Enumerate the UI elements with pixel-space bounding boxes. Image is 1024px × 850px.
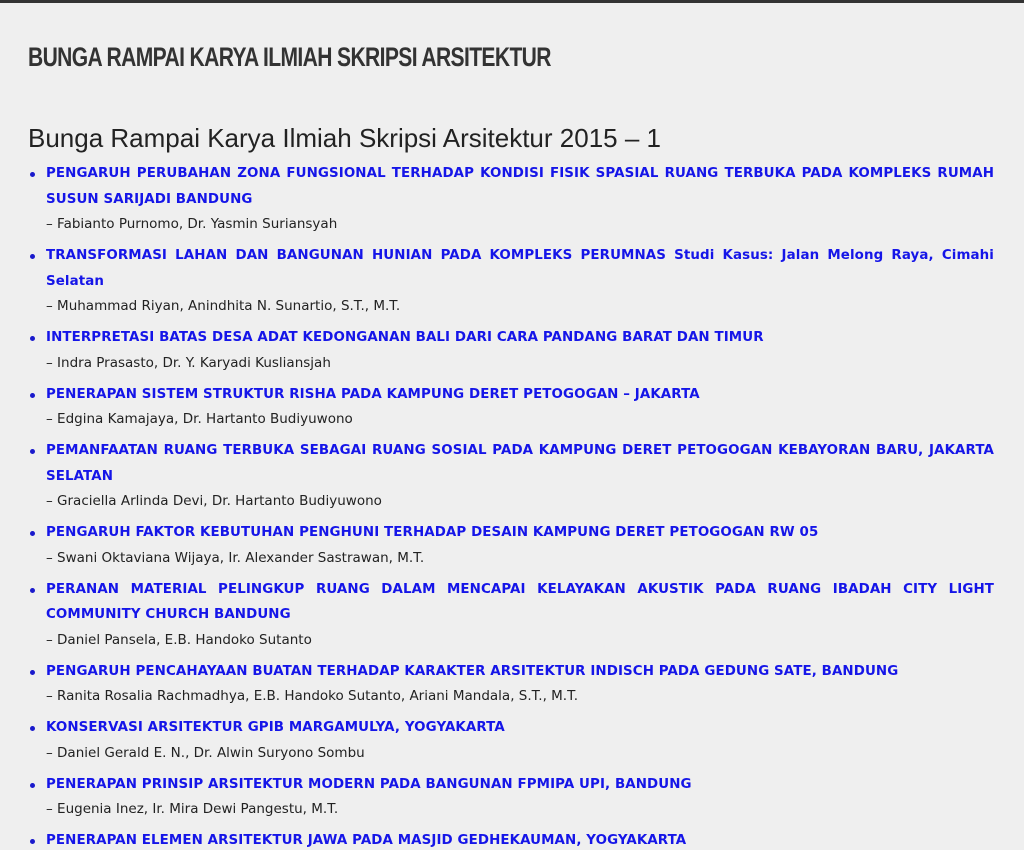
list-item (28, 438, 994, 515)
paper-title-link[interactable]: PENERAPAN ELEMEN ARSITEKTUR JAWA PADA MASJID GEDHEKAUMAN, YOGYAKARTA (46, 833, 687, 848)
bullet-icon (30, 726, 35, 731)
paper-title-link[interactable]: PENGARUH PENCAHAYAAN BUATAN TERHADAP KARAKTER ARSITEKTUR INDISCH PADA GEDUNG SATE, BANDUNG (46, 663, 899, 679)
bullet-icon (30, 393, 35, 398)
list-item (28, 828, 994, 850)
paper-title-link[interactable]: KONSERVASI ARSITEKTUR GPIB MARGAMULYA, YOGYAKARTA (46, 720, 505, 735)
paper-authors: – Graciella Arlinda Devi, Dr. Hartanto Budiyuwono (46, 493, 382, 509)
bullet-icon (30, 588, 35, 593)
paper-title-link[interactable]: PENGARUH FAKTOR KEBUTUHAN PENGHUNI TERHADAP DESAIN KAMPUNG DERET PETOGOGAN RW 05 (46, 525, 819, 540)
paper-authors: – Swani Oktaviana Wijaya, Ir. Alexander Sastrawan, M.T. (46, 549, 425, 566)
paper-authors: – Daniel Gerald E. N., Dr. Alwin Suryono Sombu (46, 744, 365, 761)
paper-authors: – Indra Prasasto, Dr. Y. Karyadi Kusliansjah (46, 354, 331, 371)
list-item (28, 161, 994, 238)
bullet-icon (30, 336, 35, 341)
paper-list (28, 161, 994, 850)
list-item (28, 772, 994, 823)
list-item (28, 577, 994, 654)
paper-authors: – Ranita Rosalia Rachmadhya, E.B. Handoko Sutanto, Ariani Mandala, S.T., M.T. (46, 688, 579, 704)
paper-title-link[interactable]: TRANSFORMASI LAHAN DAN BANGUNAN HUNIAN PADA KOMPLEKS PERUMNAS Studi Kasus: Jalan Melong Raya, Cimahi Selatan (46, 248, 994, 289)
paper-title-link[interactable]: INTERPRETASI BATAS DESA ADAT KEDONGANAN BALI DARI CARA PANDANG BARAT DAN TIMUR (46, 330, 764, 345)
paper-title-link[interactable]: PENERAPAN PRINSIP ARSITEKTUR MODERN PADA BANGUNAN FPMIPA UPI, BANDUNG (46, 776, 692, 792)
paper-authors: – Eugenia Inez, Ir. Mira Dewi Pangestu, M.T. (46, 801, 339, 817)
paper-title-link[interactable]: PERANAN MATERIAL PELINGKUP RUANG DALAM MENCAPAI KELAYAKAN AKUSTIK PADA RUANG IBADAH CITY LIGHT COMMUNITY CHURCH BANDUNG (46, 581, 994, 622)
paper-authors: – Edgina Kamajaya, Dr. Hartanto Budiyuwono (46, 411, 353, 427)
list-item (28, 382, 994, 433)
main-content (28, 121, 994, 850)
list-item (28, 715, 994, 766)
paper-authors: – Daniel Pansela, E.B. Handoko Sutanto (46, 631, 312, 648)
list-item (28, 659, 994, 710)
page (0, 3, 1024, 850)
site-title[interactable]: BUNGA RAMPAI KARYA ILMIAH SKRIPSI ARSITEKTUR (28, 42, 551, 72)
list-item (28, 325, 994, 376)
bullet-icon (30, 254, 35, 259)
section-title: Bunga Rampai Karya Ilmiah Skripsi Arsitektur 2015 – 1 (28, 123, 661, 153)
bullet-icon (30, 783, 35, 788)
paper-authors: – Fabianto Purnomo, Dr. Yasmin Suriansyah (46, 216, 338, 232)
list-item (28, 243, 994, 320)
paper-title-link[interactable]: PEMANFAATAN RUANG TERBUKA SEBAGAI RUANG SOSIAL PADA KAMPUNG DERET PETOGOGAN KEBAYORAN BARU, JAKARTA SELATAN (46, 443, 994, 484)
bullet-icon (30, 531, 35, 536)
paper-title-link[interactable]: PENERAPAN SISTEM STRUKTUR RISHA PADA KAMPUNG DERET PETOGOGAN – JAKARTA (46, 386, 700, 402)
bullet-icon (30, 839, 35, 844)
paper-authors: – Muhammad Riyan, Anindhita N. Sunartio, S.T., M.T. (46, 298, 401, 314)
bullet-icon (30, 172, 35, 177)
bullet-icon (30, 449, 35, 454)
list-item (28, 520, 994, 571)
paper-title-link[interactable]: PENGARUH PERUBAHAN ZONA FUNGSIONAL TERHADAP KONDISI FISIK SPASIAL RUANG TERBUKA PADA KOMPLEKS RUMAH SUSUN SARIJADI BANDUNG (46, 166, 994, 207)
bullet-icon (30, 670, 35, 675)
